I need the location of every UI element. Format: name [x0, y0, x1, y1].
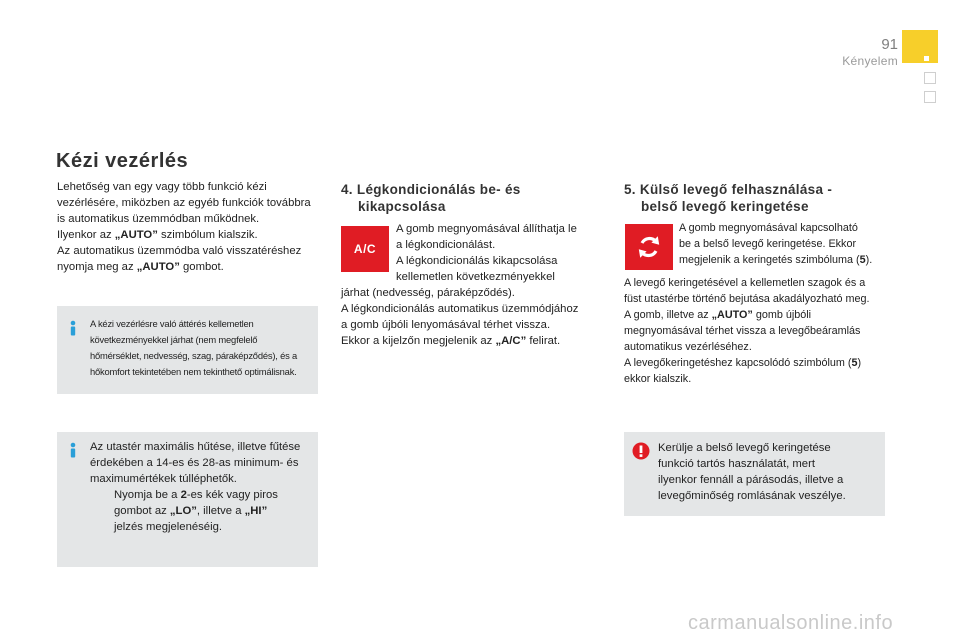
recirculation-icon	[634, 232, 664, 262]
chapter-tab-active	[902, 30, 938, 63]
info-icon	[66, 320, 80, 336]
main-title: Kézi vezérlés	[56, 150, 189, 172]
warning-note-text: Kerülje a belső levegő keringetése funkció tartós használatát, mert ilyenkor fennáll a párásodás, illetve a levegőminőség romlásának veszélye.	[658, 442, 846, 502]
section-4-heading: 4. Légkondicionálás be- és kikapcsolása	[341, 182, 521, 214]
page-number: 91	[881, 36, 898, 53]
warning-icon	[632, 442, 650, 465]
warning-note	[624, 432, 885, 516]
section-5-heading: 5. Külső levegő felhasználása - belső levegő keringetése	[624, 182, 833, 214]
bullet-item: Nyomja be a 2-es kék vagy piros gombot az „LO”, illetve a „HI” jelzés megjelenéséig.	[90, 487, 316, 535]
recirculation-body-text: A levegő keringetésével a kellemetlen szagok és a füst utastérbe történő bejutása akadályozható meg. A gomb, illetve az „AUTO” gomb újbóli megnyomásával térhet vissza a levegőbeáramlás automatikus vezérléséhez. A levegőkeringetéshez kapcsolódó szimbólum (5) ekkor kialszik.	[624, 277, 870, 385]
bullet-symbol	[90, 487, 104, 535]
intro-text: Lehetőség van egy vagy több funkció kézi vezérlésére, miközben az egyéb funkciók továbbra is automatikus üzemmódban működnek. Ilyenkor az „AUTO” szimbólum kialszik. Az automatikus üzemmódba való visszatéréshez nyomja meg az „AUTO” gombot.	[57, 181, 311, 273]
info-note-1	[57, 306, 318, 394]
ac-body-text: járhat (nedvesség, páraképződés). A légkondicionálás automatikus üzemmódjához a gomb újbóli lenyomásával térhet vissza. Ekkor a kijelzőn megjelenik az „A/C” felirat.	[341, 287, 579, 347]
info-note-2-text: Az utastér maximális hűtése, illetve fűtése érdekében a 14-es és 28-as minimum- és maximumértékek túlléphetők. Nyomja be a 2-es kék vagy piros gombot az „LO”, illetve a „HI” jelzés megjelenéséig.	[90, 439, 316, 535]
info-note-1-text: A kézi vezérlésre való áttérés kellemetlen következményekkel járhat (nem megfelelő hőmérséklet, nedvesség, szag, páraképződés), és a hőkomfort tekintetében nem tekinthető optimálisnak.	[90, 318, 297, 377]
recirculation-description: A gomb megnyomásával kapcsolható be a belső levegő keringetése. Ekkor megjelenik a keringetés szimbóluma (5).	[679, 222, 873, 266]
info-note-2	[57, 432, 318, 567]
ac-button-icon: A/C	[341, 226, 389, 272]
watermark: carmanualsonline.info	[688, 612, 894, 634]
chapter-tab-box	[924, 91, 936, 103]
info-icon	[66, 442, 80, 458]
section-title: Kényelem	[842, 54, 898, 68]
recirculation-button	[625, 224, 673, 270]
ac-description: A gomb megnyomásával állíthatja le a légkondicionálást. A légkondicionálás kikapcsolása kellemetlen következményekkel	[396, 223, 577, 283]
chapter-tab-box	[924, 72, 936, 84]
